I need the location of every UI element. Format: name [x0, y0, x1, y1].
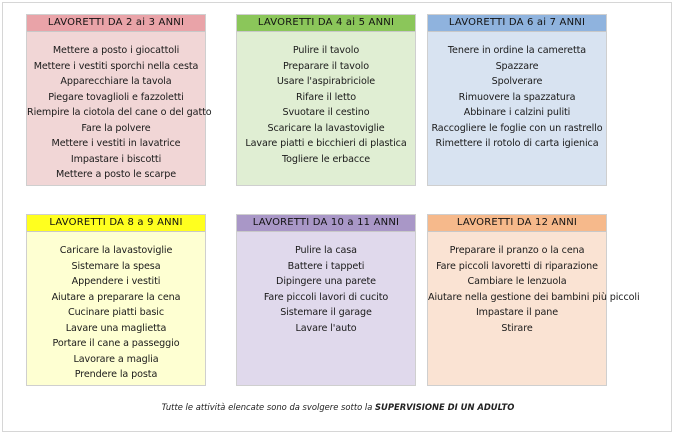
task-item: Preparare il pranzo o la cena: [449, 245, 585, 256]
task-item: Togliere le erbacce: [281, 153, 371, 165]
task-item: Lavare una maglietta: [65, 322, 167, 334]
task-item: Battere i tappeti: [287, 260, 365, 272]
task-item: Appendere i vestiti: [71, 276, 161, 287]
task-item: Cucinare piatti basic: [67, 307, 165, 318]
task-item: Spazzare: [495, 60, 539, 72]
task-item: Fare la polvere: [81, 122, 151, 134]
task-item: Piegare tovaglioli e fazzoletti: [48, 91, 184, 103]
task-item: Dipingere una parete: [276, 276, 376, 287]
task-item: Pulire la casa: [295, 245, 357, 256]
task-item: Svuotare il cestino: [282, 107, 370, 118]
task-item: Aiutare nella gestione dei bambini più piccoli: [428, 291, 640, 303]
card-title: LAVORETTI DA 10 a 11 ANNI: [237, 215, 415, 232]
task-item: Mettere i vestiti in lavatrice: [51, 138, 181, 149]
task-item: Impastare i biscotti: [70, 153, 162, 165]
task-item: Apparecchiare la tavola: [60, 76, 172, 87]
card-title: LAVORETTI DA 2 ai 3 ANNI: [27, 15, 205, 32]
card-title: LAVORETTI DA 8 a 9 ANNI: [27, 215, 205, 232]
task-item: Stirare: [501, 322, 533, 334]
card-age-4-5: [236, 14, 416, 186]
task-list: [237, 232, 415, 336]
card-title: LAVORETTI DA 12 ANNI: [428, 215, 606, 232]
task-list: [428, 232, 640, 336]
task-item: Lavare piatti e bicchieri di plastica: [245, 138, 407, 149]
supervision-note: [0, 402, 676, 412]
task-item: Fare piccoli lavori di cucito: [263, 291, 389, 303]
task-item: Preparare il tavolo: [283, 60, 369, 72]
task-item: Impastare il pane: [475, 307, 559, 318]
task-item: Rimettere il rotolo di carta igienica: [435, 138, 599, 149]
task-item: Spolverare: [491, 76, 543, 87]
card-age-2-3: [26, 14, 212, 186]
card-age-12: [427, 214, 640, 386]
task-item: Pulire il tavolo: [292, 45, 360, 56]
task-list: [428, 32, 606, 152]
task-item: Lavorare a maglia: [73, 353, 159, 365]
task-item: Fare piccoli lavoretti di riparazione: [436, 260, 598, 272]
task-item: Mettere a posto le scarpe: [55, 169, 177, 180]
note-emphasis: SUPERVISIONE DI UN ADULTO: [375, 402, 515, 412]
task-item: Tenere in ordine la cameretta: [447, 45, 587, 56]
task-item: Cambiare le lenzuola: [467, 276, 567, 287]
card-title: LAVORETTI DA 4 ai 5 ANNI: [237, 15, 415, 32]
card-age-10-11: [236, 214, 416, 386]
card-age-8-9: [26, 214, 206, 386]
task-list: [27, 32, 212, 183]
task-item: Aiutare a preparare la cena: [51, 291, 181, 303]
card-age-6-7: [427, 14, 607, 186]
task-item: Riempire la ciotola del cane o del gatto: [27, 107, 212, 118]
task-item: Abbinare i calzini puliti: [463, 107, 571, 118]
task-list: [237, 32, 415, 167]
task-item: Raccogliere le foglie con un rastrello: [431, 122, 603, 134]
task-item: Scaricare la lavastoviglie: [267, 122, 385, 134]
task-list: [27, 232, 205, 383]
task-item: Portare il cane a passeggio: [52, 338, 180, 349]
task-item: Caricare la lavastoviglie: [59, 245, 173, 256]
task-item: Rifare il letto: [295, 91, 357, 103]
task-item: Lavare l'auto: [295, 322, 357, 334]
task-item: Sistemare la spesa: [71, 260, 161, 272]
card-title: LAVORETTI DA 6 ai 7 ANNI: [428, 15, 606, 32]
task-item: Prendere la posta: [74, 369, 158, 380]
task-item: Mettere i vestiti sporchi nella cesta: [33, 60, 199, 72]
note-text: Tutte le attività elencate sono da svolgere sotto la: [161, 402, 376, 412]
task-item: Sistemare il garage: [280, 307, 372, 318]
task-item: Usare l'aspirabriciole: [276, 76, 376, 87]
task-item: Rimuovere la spazzatura: [458, 91, 576, 103]
task-item: Mettere a posto i giocattoli: [52, 45, 180, 56]
